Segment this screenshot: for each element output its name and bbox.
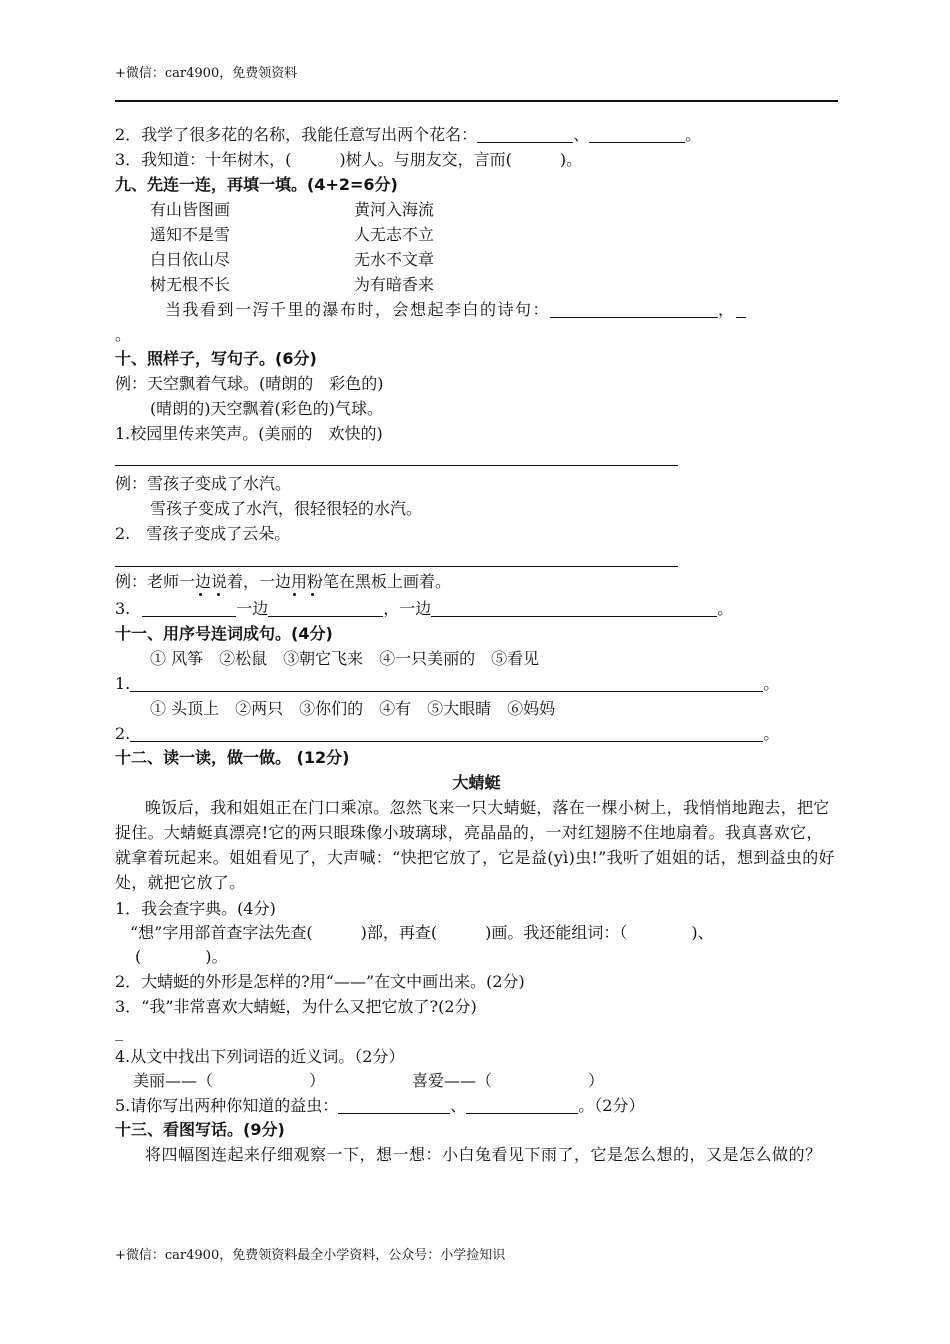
- s9-right-2[interactable]: 人无志不立: [354, 225, 435, 244]
- s8-q2-text: 2．我学了很多花的名称，我能任意写出两个花名：: [115, 125, 478, 144]
- s12-q3-answer-mark[interactable]: _: [115, 1022, 123, 1041]
- s12-q3: 3．“我”非常喜欢大蜻蜓，为什么又把它放了?(2分): [115, 997, 477, 1016]
- s12-q4-a: 美丽——（ ）: [133, 1071, 326, 1090]
- s8-q2-end: 。: [685, 125, 702, 144]
- s10-ex1-line2: (晴朗的)天空飘着(彩色的)气球。: [150, 399, 383, 418]
- s9-left-1[interactable]: 有山皆图画: [150, 200, 231, 219]
- s12-q4: 4.从文中找出下列词语的近义词。（2分）: [115, 1047, 405, 1066]
- answer-line[interactable]: [115, 566, 678, 567]
- header-divider: [115, 100, 838, 102]
- s11-q2-end: 。: [763, 724, 780, 743]
- s9-right-3[interactable]: 无水不文章: [354, 250, 435, 269]
- s9-fill: [165, 300, 746, 319]
- s10-ex2-line1: 例：雪孩子变成了水汽。: [115, 474, 292, 493]
- s9-left-4[interactable]: 树无根不长: [150, 275, 231, 294]
- s9-right-1[interactable]: 黄河入海流: [354, 200, 435, 219]
- answer-blank[interactable]: [466, 1097, 578, 1114]
- section13-title: 十三、看图写话。(9分): [115, 1120, 285, 1139]
- emphasis-dot: [217, 593, 220, 596]
- s9-fill-sep: ，: [718, 300, 736, 319]
- section13-prompt: 将四幅图连起来仔细观察一下，想一想：小白兔看见下雨了，它是怎么想的，又是怎么做的？: [145, 1145, 822, 1164]
- emphasis-dot: [311, 593, 314, 596]
- s12-q5: [115, 1096, 644, 1115]
- header-note: +微信：car4900，免费领资料: [115, 66, 298, 81]
- s12-q5-end: 。（2分）: [578, 1096, 645, 1115]
- answer-blank[interactable]: [431, 600, 717, 617]
- s10-q3: [115, 599, 733, 618]
- section9-title: 九、先连一连，再填一填。(4+2=6分): [115, 175, 398, 194]
- s9-left-3[interactable]: 白日依山尽: [150, 250, 231, 269]
- s9-right-4[interactable]: 为有暗香来: [354, 275, 435, 294]
- s11-q1-num: 1.: [115, 674, 131, 693]
- s11-words1: ① 风筝 ②松鼠 ③朝它飞来 ④一只美丽的 ⑤看见: [150, 649, 540, 668]
- s10-q3-num: 3.: [115, 599, 131, 618]
- s10-q3-mid2: ，一边: [383, 599, 432, 618]
- answer-blank[interactable]: [130, 725, 763, 742]
- s12-q1: 1．我会查字典。(4分): [115, 899, 276, 918]
- s12-q1-line1: “想”字用部首查字法先查( )部，再查( )画。我还能组词：（ )、: [130, 923, 714, 942]
- section11-title: 十一、用序号连词成句。(4分): [115, 624, 333, 643]
- s12-q4-b: 喜爱——（ ）: [412, 1071, 605, 1090]
- s10-q2: 2. 雪孩子变成了云朵。: [115, 524, 291, 543]
- s12-q2: 2．大蜻蜓的外形是怎样的?用“——”在文中画出来。(2分): [115, 972, 525, 991]
- answer-blank[interactable]: [268, 600, 383, 617]
- s8-q2: [115, 125, 701, 144]
- s10-ex1-line1: 例：天空飘着气球。(晴朗的 彩色的): [115, 374, 384, 393]
- s10-q1: 1.校园里传来笑声。(美丽的 欢快的): [115, 424, 383, 443]
- emphasis-dot: [293, 593, 296, 596]
- section12-title: 十二、读一读，做一做。 (12分): [115, 748, 350, 767]
- s11-words2: ① 头顶上 ②两只 ③你们的 ④有 ⑤大眼睛 ⑥妈妈: [150, 699, 556, 718]
- answer-blank[interactable]: [338, 1097, 450, 1114]
- answer-blank[interactable]: [736, 301, 746, 318]
- s8-q3: 3．我知道：十年树木，( )树人。与朋友交，言而( )。: [115, 150, 583, 169]
- s9-fill-end: 。: [115, 325, 132, 344]
- s12-q1-line2: ( )。: [135, 947, 228, 966]
- passage: 晚饭后，我和姐姐正在门口乘凉。忽然飞来一只大蜻蜓，落在一棵小树上，我悄悄地跑去，把它捉住。大蜻蜓真漂亮!它的两只眼珠像小玻璃球，亮晶晶的，一对红翅膀不住地扇着。我真喜欢它，就拿着玩起来。姐姐看见了，大声喊：“快把它放了，它是益(yì)虫!”我听了姐姐的话，想到益虫的好处，就把它放了。: [115, 798, 835, 892]
- s9-fill-text: 当我看到一泻千里的瀑布时，会想起李白的诗句：: [165, 300, 551, 319]
- s10-q3-mid1: 一边: [236, 599, 269, 618]
- section10-title: 十、照样子，写句子。(6分): [115, 349, 317, 368]
- s10-ex2-line2: 雪孩子变成了水汽，很轻很轻的水汽。: [150, 499, 423, 518]
- answer-line[interactable]: [115, 465, 678, 466]
- answer-blank[interactable]: [142, 600, 236, 617]
- answer-blank[interactable]: [130, 675, 763, 692]
- s11-q2-num: 2.: [115, 724, 131, 743]
- s8-q2-sep: 、: [573, 125, 590, 144]
- emphasis-dot: [199, 593, 202, 596]
- answer-blank[interactable]: [550, 301, 718, 318]
- s11-q2: [115, 724, 779, 743]
- footer-note: +微信：car4900，免费领资料最全小学资料，公众号：小学捡知识: [115, 1248, 506, 1263]
- passage-title: 大蜻蜓: [452, 773, 501, 792]
- s12-q5-text: 5.请你写出两种你知道的益虫：: [115, 1096, 339, 1115]
- s11-q1: [115, 674, 779, 693]
- s10-q3-end: 。: [717, 599, 734, 618]
- s9-left-2[interactable]: 遥知不是雪: [150, 225, 231, 244]
- s12-q5-sep: 、: [450, 1096, 467, 1115]
- answer-blank[interactable]: [477, 126, 573, 143]
- s11-q1-end: 。: [763, 674, 780, 693]
- s10-ex3: 例：老师一边说着，一边用粉笔在黑板上画着。: [115, 572, 452, 591]
- answer-blank[interactable]: [589, 126, 685, 143]
